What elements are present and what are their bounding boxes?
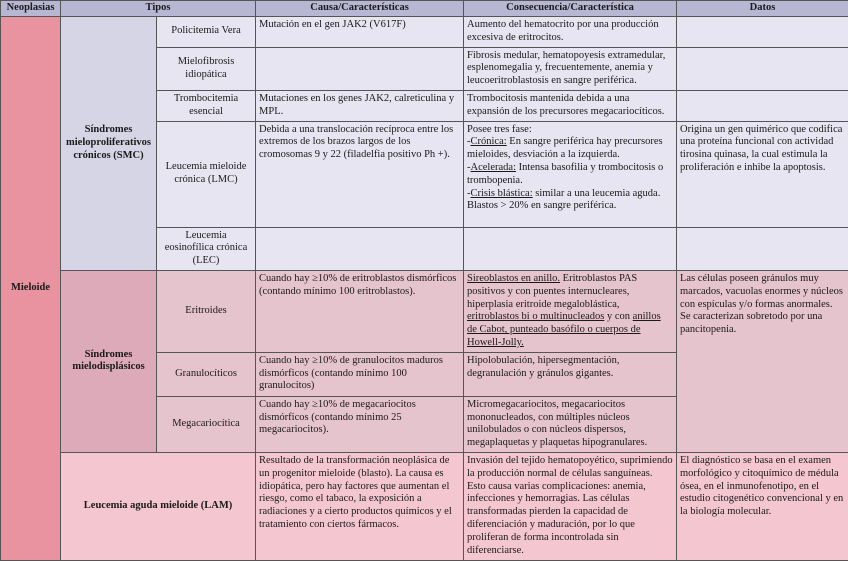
tipo-lec: Leucemia eosinofílica crónica (LEC) <box>157 227 256 270</box>
header-neoplasias: Neoplasias <box>1 1 61 17</box>
consecuencia-eritroides <box>464 270 677 352</box>
causa-granulociticos: Cuando hay ≥10% de granulocitos maduros dismórficos (contando mínimo 100 granulocitos) <box>256 352 464 396</box>
group-smd: Síndromes mielodisplásicos <box>61 270 157 452</box>
lmc-acelerada-text: Intensa basofilia y trombocitosis o trombopenia. <box>467 162 663 186</box>
causa-megacariocitica: Cuando hay ≥10% de megacariocitos dismórficos (contando mínimo 25 megacariocitos). <box>256 396 464 452</box>
datos-lec <box>677 227 848 270</box>
consecuencia-lec <box>464 227 677 270</box>
datos-policitemia-vera <box>677 17 848 48</box>
group-smc: Síndromes mieloproliferativos crónicos (SMC) <box>61 17 157 271</box>
header-tipos: Tipos <box>61 1 256 17</box>
tipo-trombocitemia: Trombocitemia esencial <box>157 90 256 121</box>
causa-lam: Resultado de la transformación neoplásica de un progenitor mieloide (blasto). La causa es idiopática, pero hay factores que aumentan el riesgo, como el tabaco, la exposición a radiaciones y a cierto productos químicos y el tratamiento con ciertos fármacos. <box>256 452 464 560</box>
tipo-megacariocitica: Megacariocítica <box>157 396 256 452</box>
tipo-mielofibrosis: Mielofibrosis idiopática <box>157 47 256 90</box>
tipo-granulociticos: Granulocíticos <box>157 352 256 396</box>
table-row <box>1 452 848 560</box>
lmc-fase-cronica: -Crónica: En sangre periférica hay precursores mieloides, desviación a la izquierda. <box>467 136 673 162</box>
datos-trombocitemia <box>677 90 848 121</box>
causa-eritroides: Cuando hay ≥10% de eritroblastos dismórficos (contando mínimo 100 eritroblastos). <box>256 270 464 352</box>
causa-mielofibrosis <box>256 47 464 90</box>
tipo-policitemia-vera: Policitemia Vera <box>157 17 256 48</box>
consecuencia-mielofibrosis: Fibrosis medular, hematopoyesis extramedular, esplenomegalia y, frecuentemente, anemia y leucoeritroblastosis en sangre periférica. <box>464 47 677 90</box>
header-datos: Datos <box>677 1 848 17</box>
lmc-intro: Posee tres fase: <box>467 124 673 137</box>
causa-lec <box>256 227 464 270</box>
lmc-blastica-text: similar a una leucemia aguda. Blastos > 20% en sangre periférica. <box>467 188 660 212</box>
datos-smd: Las células poseen gránulos muy marcados, vacuolas enormes y núcleos con espículas y/o formas anormales. Se caracterizan sobretodo por una pancitopenia. <box>677 270 848 452</box>
datos-lam: El diagnóstico se basa en el examen morfológico y citoquímico de médula ósea, en el inmunofenotipo, en el estudio citogenético convencional y en la biología molecular. <box>677 452 848 560</box>
eri-t1: Eritroblastos PAS positivos y con puentes internucleares, hiperplasia eritroide megaloblástica, <box>467 273 637 310</box>
consecuencia-trombocitemia: Trombocitosis mantenida debida a una expansión de los precursores megacariocíticos. <box>464 90 677 121</box>
consecuencia-lam: Invasión del tejido hematopoyético, suprimiendo la producción normal de células sanguíneas. Esto causa varias complicaciones: anemia, infecciones y hemorragias. Las células transformadas pierden la capacidad de diferenciación y maduración, por lo que proliferan de forma incontrolada sin diferenciarse. <box>464 452 677 560</box>
causa-lmc: Debida a una translocación recíproca entre los extremos de los brazos largos de los cromosomas 9 y 22 (filadelfia positivo Ph +). <box>256 121 464 227</box>
consecuencia-policitemia-vera: Aumento del hematocrito por una producción excesiva de eritrocitos. <box>464 17 677 48</box>
header-consecuencia: Consecuencia/Característica <box>464 1 677 17</box>
consecuencia-granulociticos: Hipolobulación, hipersegmentación, degranulación y gránulos gigantes. <box>464 352 677 396</box>
consecuencia-megacariocitica: Micromegacariocitos, megacariocitos mononucleados, con múltiples núcleos unilobulados o con núcleos dispersos, megaplaquetas y plaquetas hipogranulares. <box>464 396 677 452</box>
lmc-cronica-text: En sangre periférica hay precursores mieloides, desviación a la izquierda. <box>467 136 663 160</box>
tipo-lmc: Leucemia mieloide crónica (LMC) <box>157 121 256 227</box>
lmc-blastica-label: Crisis blástica: <box>471 188 533 199</box>
eri-t2: y con <box>604 311 632 322</box>
eri-u1: Sireoblastos en anillo. <box>467 273 560 284</box>
consecuencia-lmc <box>464 121 677 227</box>
lmc-cronica-label: Crónica: <box>471 136 507 147</box>
table-row <box>1 270 848 352</box>
lmc-fase-blastica: -Crisis blástica: similar a una leucemia aguda. Blastos > 20% en sangre periférica. <box>467 188 673 214</box>
table-row <box>1 17 848 48</box>
causa-policitemia-vera: Mutación en el gen JAK2 (V617F) <box>256 17 464 48</box>
header-causa: Causa/Características <box>256 1 464 17</box>
tipo-lam: Leucemia aguda mieloide (LAM) <box>61 452 256 560</box>
datos-lmc: Origina un gen quimérico que codifica una proteína funcional con actividad tirosina quinasa, la cual estimula la proliferación e inhibe la apoptosis. <box>677 121 848 227</box>
datos-mielofibrosis <box>677 47 848 90</box>
header-row <box>1 1 848 17</box>
neoplasia-mieloide: Mieloide <box>1 17 61 561</box>
eri-u3: anillos de Cabot, punteado basófilo o cuerpos de Howell-Jolly. <box>467 311 661 348</box>
eri-u2: eritroblastos bi o multinucleados <box>467 311 604 322</box>
lmc-fase-acelerada: -Acelerada: Intensa basofilia y trombocitosis o trombopenia. <box>467 162 673 188</box>
causa-trombocitemia: Mutaciones en los genes JAK2, calreticulina y MPL. <box>256 90 464 121</box>
tipo-eritroides: Eritroides <box>157 270 256 352</box>
lmc-acelerada-label: Acelerada: <box>471 162 516 173</box>
